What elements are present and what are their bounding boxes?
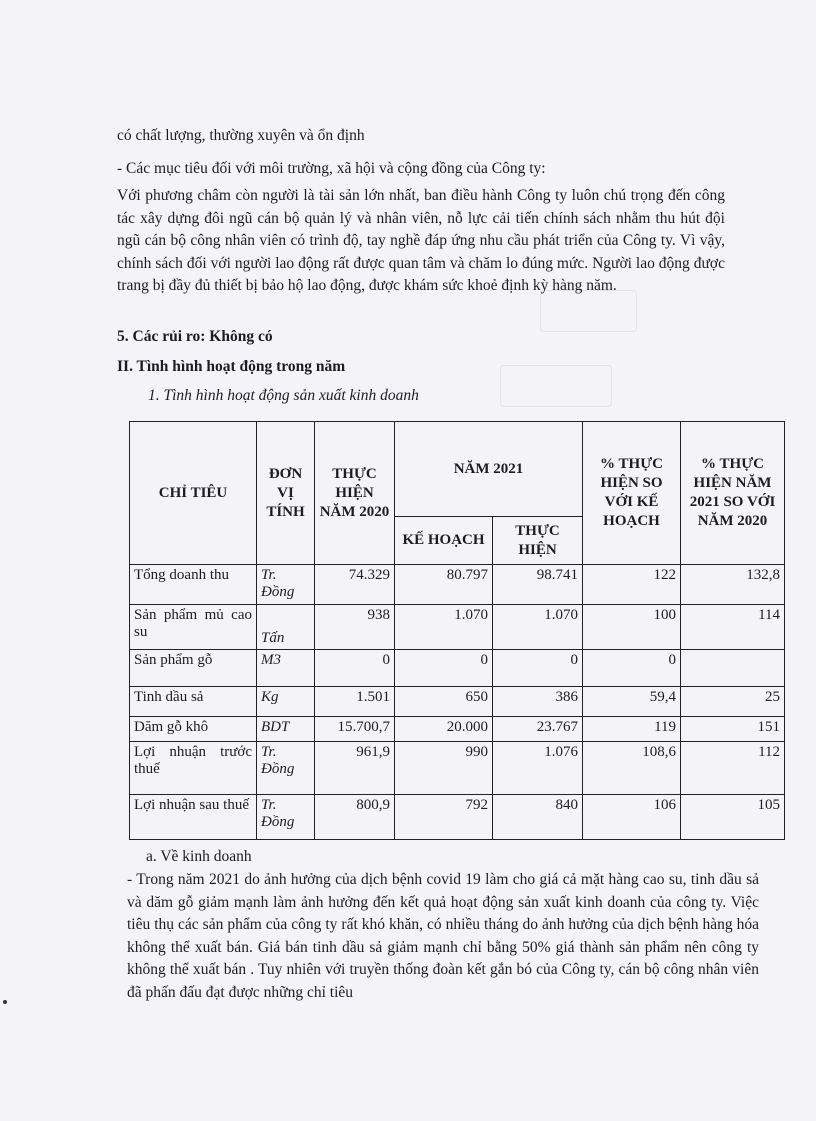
header-year-2021: NĂM 2021 <box>395 422 583 517</box>
header-pct-plan: % THỰC HIỆN SO VỚI KẾ HOẠCH <box>583 422 681 565</box>
cell-actual: 840 <box>493 795 583 840</box>
table-row <box>130 605 785 650</box>
business-results-table <box>129 421 785 840</box>
policy-paragraph: Với phương châm còn người là tài sản lớn nhất, ban điều hành Công ty luôn chú trọng đến công tác xây dựng đôi ngũ cán bộ quản lý và nhân viên, nỗ lực cải tiến chính sách nhằm thu hút đội ngũ cán bộ công nhân viên có trình độ, tay nghề đáp ứng nhu cầu phát triển của Công ty. Vì vậy, chính sách đối với người lao động rất được quan tâm và chăm lo đúng mức. Người lao động được trang bị đầy đủ thiết bị bảo hộ lao động, được khám sức khoẻ định kỳ hàng năm. <box>117 187 725 294</box>
cell-2020: 800,9 <box>315 795 395 840</box>
cell-actual: 98.741 <box>493 565 583 605</box>
cell-pct-2020: 132,8 <box>681 565 785 605</box>
cell-indicator: Lợi nhuận trước thuế <box>130 742 257 795</box>
goals-line: - Các mục tiêu đối với môi trường, xã hội và cộng đồng của Công ty: <box>117 160 546 177</box>
cell-actual: 1.076 <box>493 742 583 795</box>
cell-pct-2020: 25 <box>681 687 785 717</box>
header-pct-2020: % THỰC HIỆN NĂM 2021 SO VỚI NĂM 2020 <box>681 422 785 565</box>
cell-actual: 386 <box>493 687 583 717</box>
cell-pct-plan: 59,4 <box>583 687 681 717</box>
table-row <box>130 795 785 840</box>
business-subheading: a. Về kinh doanh <box>146 848 252 865</box>
cell-indicator: Tinh dầu sả <box>130 687 257 717</box>
cell-indicator: Sản phẩm gỗ <box>130 650 257 687</box>
cell-pct-2020: 151 <box>681 717 785 742</box>
cell-plan: 0 <box>395 650 493 687</box>
header-actual: THỰC HIỆN <box>493 517 583 565</box>
cell-actual: 23.767 <box>493 717 583 742</box>
cell-actual: 0 <box>493 650 583 687</box>
scan-speck <box>3 1000 7 1004</box>
cell-unit: Tr. Đồng <box>257 565 315 605</box>
cell-2020: 0 <box>315 650 395 687</box>
intro-line: có chất lượng, thường xuyên và ổn định <box>117 127 365 144</box>
header-plan: KẾ HOẠCH <box>395 517 493 565</box>
table-row <box>130 742 785 795</box>
cell-pct-plan: 100 <box>583 605 681 650</box>
cell-pct-plan: 0 <box>583 650 681 687</box>
cell-plan: 20.000 <box>395 717 493 742</box>
cell-plan: 990 <box>395 742 493 795</box>
cell-unit: M3 <box>257 650 315 687</box>
table-row <box>130 687 785 717</box>
cell-indicator: Lợi nhuận sau thuế <box>130 795 257 840</box>
cell-unit: Tr. Đồng <box>257 795 315 840</box>
cell-pct-2020: 114 <box>681 605 785 650</box>
risk-heading: 5. Các rủi ro: Không có <box>117 328 273 345</box>
cell-indicator: Sản phẩm mủ cao su <box>130 605 257 650</box>
cell-2020: 938 <box>315 605 395 650</box>
cell-unit: Kg <box>257 687 315 717</box>
subsection-heading: 1. Tình hình hoạt động sản xuất kinh doanh <box>148 387 419 404</box>
cell-plan: 80.797 <box>395 565 493 605</box>
cell-unit: Tr. Đồng <box>257 742 315 795</box>
cell-pct-2020 <box>681 650 785 687</box>
cell-2020: 1.501 <box>315 687 395 717</box>
cell-indicator: Dăm gỗ khô <box>130 717 257 742</box>
bleed-through-box <box>500 365 612 407</box>
cell-unit: Tấn <box>257 605 315 650</box>
table-row <box>130 565 785 605</box>
cell-actual: 1.070 <box>493 605 583 650</box>
cell-pct-plan: 119 <box>583 717 681 742</box>
cell-pct-plan: 106 <box>583 795 681 840</box>
cell-plan: 792 <box>395 795 493 840</box>
section-heading: II. Tình hình hoạt động trong năm <box>117 358 346 375</box>
cell-2020: 15.700,7 <box>315 717 395 742</box>
cell-pct-2020: 105 <box>681 795 785 840</box>
cell-indicator: Tổng doanh thu <box>130 565 257 605</box>
table-row <box>130 717 785 742</box>
cell-plan: 650 <box>395 687 493 717</box>
cell-pct-2020: 112 <box>681 742 785 795</box>
header-actual-2020: THỰC HIỆN NĂM 2020 <box>315 422 395 565</box>
cell-unit: BDT <box>257 717 315 742</box>
cell-2020: 74.329 <box>315 565 395 605</box>
cell-pct-plan: 122 <box>583 565 681 605</box>
cell-plan: 1.070 <box>395 605 493 650</box>
cell-2020: 961,9 <box>315 742 395 795</box>
business-paragraph: - Trong năm 2021 do ảnh hưởng của dịch bệnh covid 19 làm cho giá cả mặt hàng cao su, tinh dầu sả và dăm gỗ giảm mạnh làm ảnh hưởng đến kết quả hoạt động sản xuất kinh doanh của công ty. Việc tiêu thụ các sản phẩm của công ty rất khó khăn, có nhiều tháng do ảnh hưởng của dịch bệnh hàng hóa không thể xuất bán. Giá bán tinh dầu sả giảm mạnh chỉ bằng 50% giá thành sản phẩm nên công ty không thể xuất bán . Tuy nhiên với truyền thống đoàn kết gắn bó của Công ty, cán bộ công nhân viên đã phấn đấu đạt được những chỉ tiêu <box>127 871 759 1001</box>
header-indicator: CHỈ TIÊU <box>130 422 257 565</box>
header-unit: ĐƠN VỊ TÍNH <box>257 422 315 565</box>
cell-pct-plan: 108,6 <box>583 742 681 795</box>
table-row <box>130 650 785 687</box>
